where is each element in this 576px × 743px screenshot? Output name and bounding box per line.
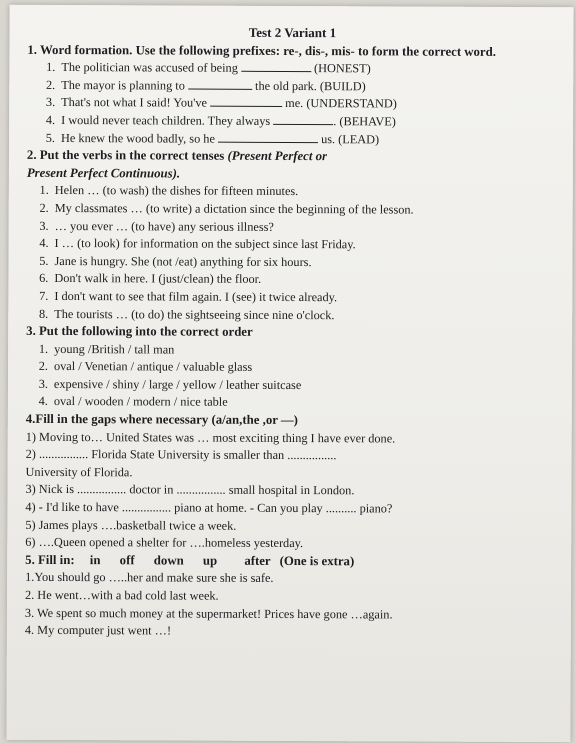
s2-item-3 [27, 217, 557, 237]
s5-item-4: 4. My computer just went …! [24, 623, 172, 638]
item-hint: the old park. (BUILD) [255, 78, 366, 94]
item-number: 7. [39, 288, 49, 303]
item-hint: (HONEST) [314, 61, 371, 76]
item-number: 2. [45, 77, 56, 92]
item-text: expensive / shiny / large / yellow / leather suitcase [53, 376, 302, 392]
item-text: young /British / tall man [54, 341, 175, 357]
item-text: I would never teach children. They always [61, 112, 271, 128]
s2-item-1 [27, 182, 557, 202]
s3-item-3 [26, 376, 556, 396]
answer-gap[interactable]: .......... [325, 501, 357, 516]
section-2-heading [27, 147, 557, 167]
item-number: 4. [39, 236, 49, 251]
answer-blank[interactable] [210, 95, 282, 107]
s4-line-2-cont: University of Florida. [25, 464, 133, 480]
answer-blank[interactable] [241, 60, 311, 72]
item-number: 3. [38, 376, 48, 391]
worksheet-content [25, 23, 558, 642]
answer-gap[interactable]: ................ [38, 447, 89, 462]
item-text: He knew the wood badly, so he [60, 130, 215, 146]
section-1-heading: 1. Word formation. Use the following prefixes: re-, dis-, mis- to form the correct word. [27, 42, 496, 59]
answer-blank[interactable] [188, 77, 252, 89]
s4-line-5: 5) James plays ….basketball twice a week. [25, 517, 237, 533]
item-hint: . (BEHAVE) [333, 114, 396, 129]
line-text: 3) Nick is [25, 482, 78, 497]
s5-item-2: 2. He went…with a bad cold last week. [25, 587, 219, 603]
item-text: My classmates … (to write) a dictation since the beginning of the lesson. [54, 200, 414, 217]
answer-gap[interactable]: ................ [287, 448, 337, 463]
s4-line-2 [26, 446, 556, 466]
s1-item-1 [27, 59, 557, 79]
section-5-heading [25, 552, 555, 572]
word-bank-item: down [153, 553, 184, 568]
section-2-heading-cont [27, 165, 557, 185]
s5-item-3: 3. We spent so much money at the supermarket! Prices have gone …again. [24, 605, 393, 622]
line-text: piano? [356, 501, 393, 516]
worksheet-page [6, 5, 573, 742]
item-number: 1. [46, 60, 56, 75]
item-number: 6. [39, 271, 49, 286]
s3-item-2 [26, 358, 556, 378]
section-2-heading-main: 2. Put the verbs in the correct tenses [26, 148, 228, 163]
item-hint: us. (LEAD) [321, 131, 380, 146]
section-3-heading: 3. Put the following into the correct order [26, 323, 253, 339]
s4-line-6: 6) ….Queen opened a shelter for ….homeless yesterday. [25, 535, 304, 551]
answer-blank[interactable] [273, 113, 333, 125]
item-text: Helen … (to wash) the dishes for fifteen minutes. [54, 183, 299, 199]
item-number: 3. [39, 218, 49, 233]
s1-item-5 [27, 129, 557, 149]
word-bank-item: in [89, 552, 101, 567]
item-number: 2. [39, 200, 49, 215]
item-text: I … (to look) for information on the subject since last Friday. [54, 236, 356, 252]
answer-gap[interactable]: ................ [176, 482, 226, 498]
s2-item-8 [26, 305, 556, 325]
section-2-heading-tense-b: Present Perfect Continuous). [26, 165, 181, 181]
line-text: Florida State University is smaller than [88, 447, 288, 463]
line-text: 4) - I'd like to have [25, 499, 122, 515]
s2-item-4 [27, 235, 557, 255]
section-2-heading-tense-a: (Present Perfect or [227, 148, 328, 164]
s1-item-4 [27, 112, 557, 132]
line-text: small hospital in London. [225, 483, 355, 498]
item-text: Don't walk in here. I (just/clean) the floor. [54, 271, 262, 287]
line-text: doctor in [126, 482, 177, 497]
item-text: oval / wooden / modern / nice table [53, 394, 228, 410]
s2-item-7 [26, 288, 556, 308]
item-number: 5. [39, 253, 49, 268]
word-bank-note: (One is extra) [279, 553, 355, 569]
s2-item-5 [26, 253, 556, 273]
item-text: That's not what I said! You've [61, 95, 208, 111]
item-number: 2. [38, 359, 49, 374]
section-5-title: 5. Fill in: [25, 552, 75, 567]
item-hint: me. (UNDERSTAND) [285, 96, 397, 111]
word-bank-item: after [244, 553, 271, 568]
s2-item-6 [26, 270, 556, 290]
item-text: The politician was accused of being [61, 60, 238, 75]
test-title: Test 2 Variant 1 [248, 24, 337, 41]
item-number: 4. [45, 112, 56, 127]
word-bank-item: up [202, 553, 218, 568]
item-number: 5. [45, 130, 56, 145]
s4-line-4 [25, 499, 555, 519]
s1-item-2 [27, 77, 557, 97]
item-number: 8. [38, 306, 49, 321]
s3-item-4 [26, 393, 556, 413]
item-text: The tourists … (to do) the sightseeing since nine o'clock. [54, 306, 335, 322]
item-text: The mayor is planning to [61, 77, 185, 93]
line-text: piano at home. - Can you play [171, 500, 326, 516]
item-number: 4. [38, 394, 48, 409]
answer-gap[interactable]: ................ [77, 482, 127, 497]
item-text: … you ever … (to have) any serious illness? [54, 218, 274, 234]
item-text: oval / Venetian / antique / valuable glass [53, 359, 253, 375]
s5-item-1: 1.You should go …..her and make sure she is safe. [25, 570, 274, 586]
s3-item-1 [26, 341, 556, 361]
s1-item-3 [27, 94, 557, 114]
s2-item-2 [27, 200, 557, 220]
s4-line-3 [25, 481, 555, 501]
section-4-heading: 4.Fill in the gaps where necessary (a/an,the ,or —) [25, 411, 298, 428]
word-bank-item: off [119, 553, 135, 568]
answer-gap[interactable]: ................ [121, 500, 172, 515]
answer-blank[interactable] [218, 130, 318, 142]
s4-line-1: 1) Moving to… United States was … most exciting thing I have ever done. [25, 429, 396, 446]
item-text: Jane is hungry. She (not /eat) anything for six hours. [54, 253, 312, 269]
line-number: 2) [25, 447, 40, 462]
item-number: 1. [38, 341, 49, 356]
item-number: 3. [45, 95, 56, 110]
item-number: 1. [39, 183, 49, 198]
item-text: I don't want to see that film again. I (see) it twice already. [54, 288, 338, 305]
